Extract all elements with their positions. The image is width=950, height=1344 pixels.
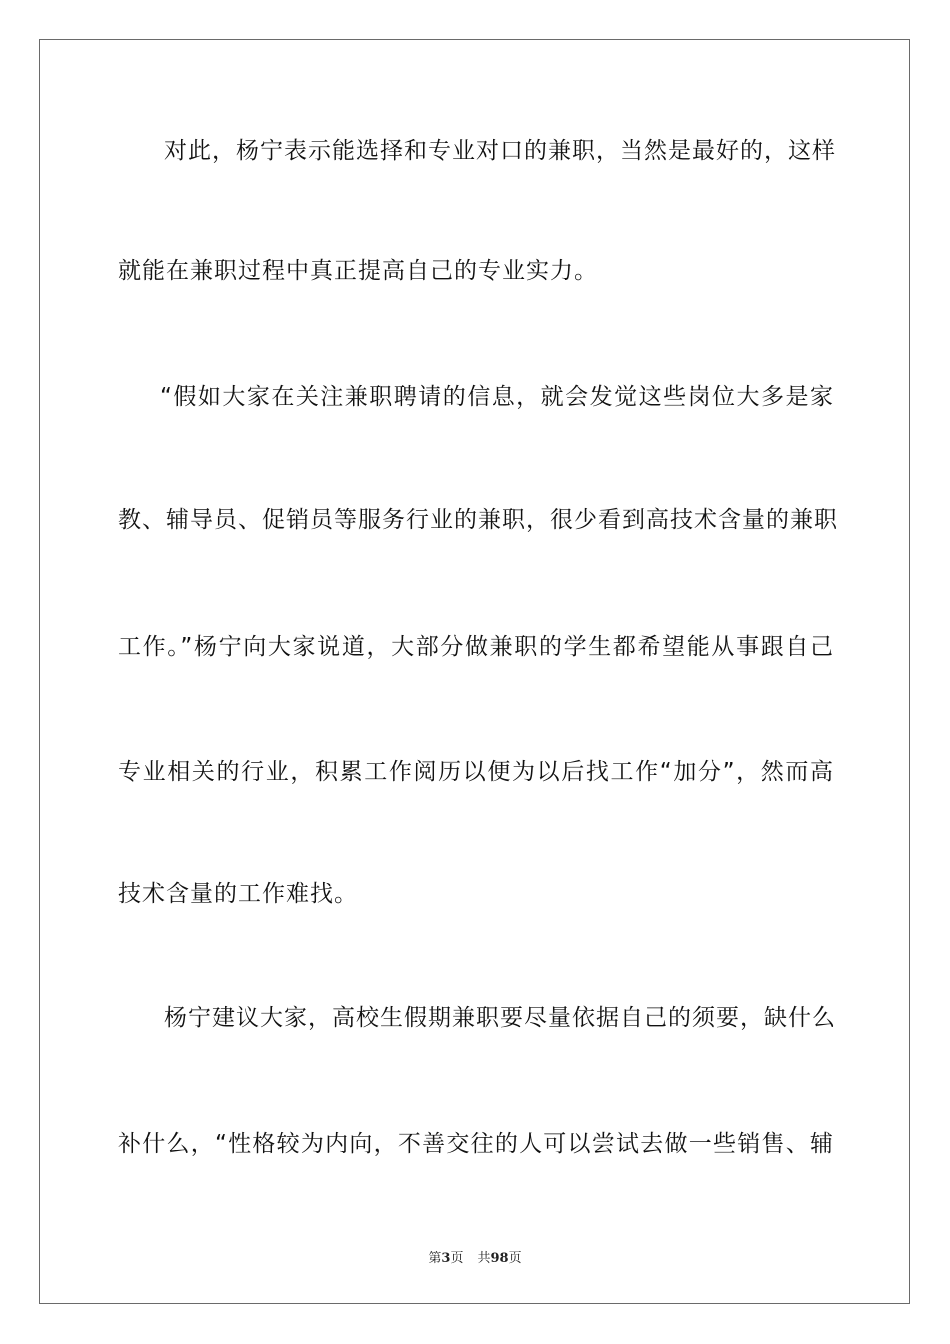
text-line: 对此，杨宁表示能选择和专业对口的兼职，当然是最好的，这样 — [164, 138, 836, 164]
total-page-count: 98 — [490, 1251, 509, 1266]
text-line: 技术含量的工作难找。 — [118, 881, 358, 907]
text-line: 专业相关的行业，积累工作阅历以便为以后找工作“加分”，然而高 — [118, 759, 834, 785]
page-border — [39, 39, 910, 1304]
page-footer — [0, 1247, 950, 1266]
text-line: 教、辅导员、促销员等服务行业的兼职，很少看到高技术含量的兼职 — [118, 507, 838, 533]
total-label-prefix: 共 — [477, 1251, 491, 1266]
current-page-number: 3 — [441, 1251, 451, 1266]
page-label-suffix: 页 — [450, 1251, 464, 1266]
text-line: 就能在兼职过程中真正提高自己的专业实力。 — [118, 258, 598, 284]
text-line: 杨宁建议大家，高校生假期兼职要尽量依据自己的须要，缺什么 — [164, 1005, 836, 1031]
text-line: “假如大家在关注兼职聘请的信息，就会发觉这些岗位大多是家 — [160, 384, 834, 410]
total-label-suffix: 页 — [508, 1251, 522, 1266]
text-line: 工作。”杨宁向大家说道，大部分做兼职的学生都希望能从事跟自己 — [118, 634, 834, 660]
page-label-prefix: 第 — [428, 1251, 442, 1266]
text-line: 补什么，“性格较为内向，不善交往的人可以尝试去做一些销售、辅 — [118, 1131, 834, 1157]
